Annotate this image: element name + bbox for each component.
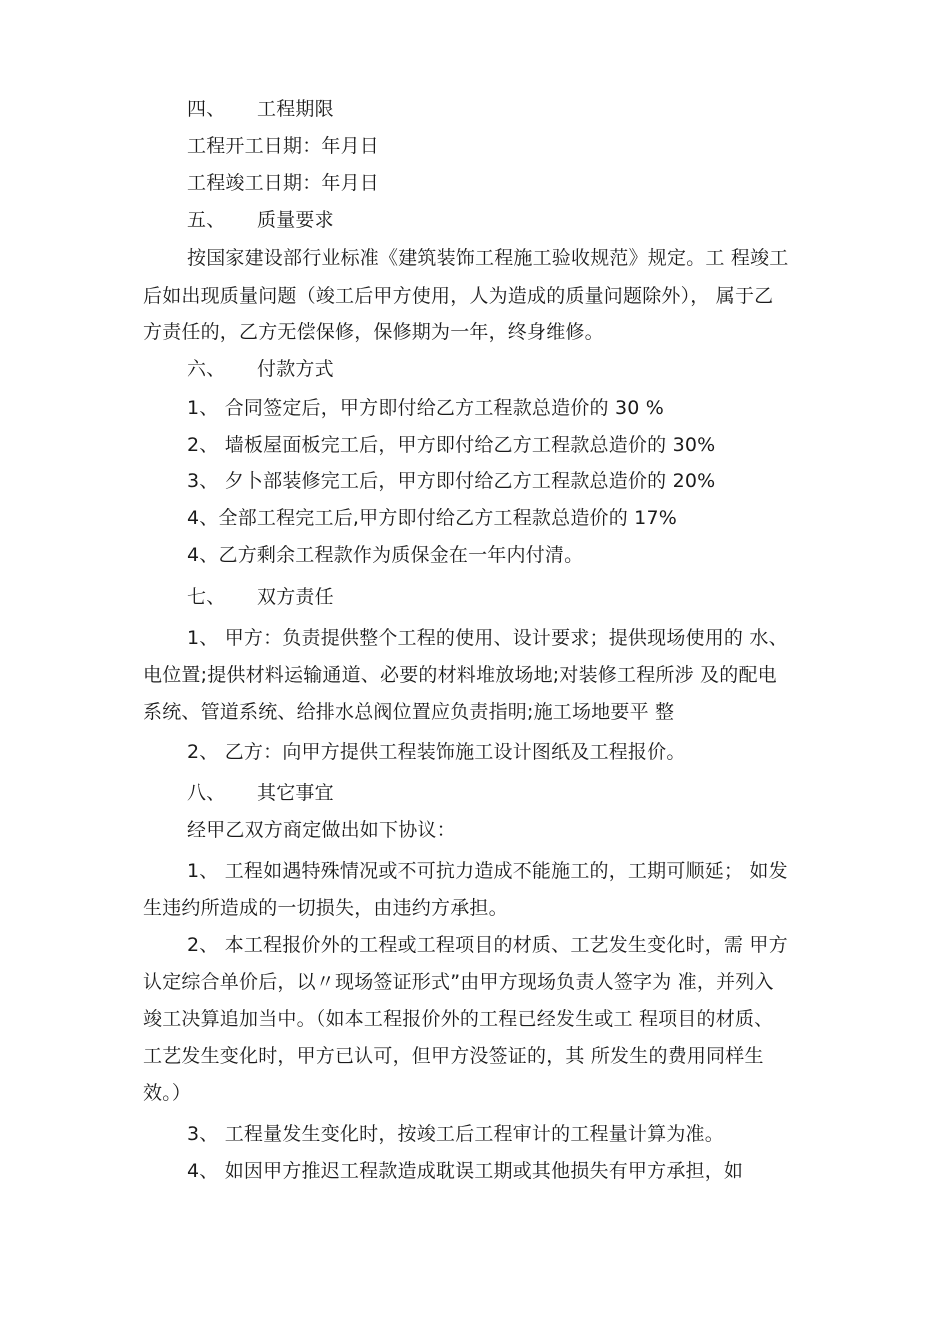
other-matters-line: 4、 如因甲方推迟工程款造成耽误工期或其他损失有甲方承担，如 [187,1160,744,1182]
other-matters-line: 2、 本工程报价外的工程或工程项目的材质、工艺发生变化时，需 甲方 [187,934,788,956]
other-matters-line: 3、 工程量发生变化时，按竣工后工程审计的工程量计算为准。 [187,1123,724,1145]
other-matters-line: 经甲乙双方商定做出如下协议： [187,819,456,841]
other-matters-line: 生违约所造成的一切损失，由违约方承担。 [143,897,508,919]
payment-item: 2、 墙板屋面板完工后，甲方即付给乙方工程款总造价的 30% [187,434,716,456]
section-7-number: 七、 [187,586,226,608]
other-matters-line: 效。） [143,1082,192,1104]
section-4-number: 四、 [187,98,226,120]
section-6-heading [187,357,334,381]
section-4-heading [187,97,334,121]
other-matters-line: 工艺发生变化时，甲方已认可，但甲方没签证的，其 所发生的费用同样生 [143,1045,764,1067]
quality-paragraph-line: 按国家建设部行业标准《建筑装饰工程施工验收规范》规定。工 程竣工 [187,247,789,269]
section-6-number: 六、 [187,358,226,380]
responsibility-paragraph-line: 电位置;提供材料运输通道、必要的材料堆放场地;对装修工程所涉 及的配电 [143,664,777,686]
responsibility-paragraph-line: 1、 甲方：负责提供整个工程的使用、设计要求；提供现场使用的 水、 [187,627,788,649]
quality-paragraph-line: 后如出现质量问题（竣工后甲方使用，人为造成的质量问题除外）， 属于乙 [143,285,774,307]
responsibility-paragraph-line: 系统、管道系统、给排水总阀位置应负责指明;施工场地要平 整 [143,701,675,723]
responsibility-paragraph-line: 2、 乙方：向甲方提供工程装饰施工设计图纸及工程报价。 [187,741,686,763]
section-8-heading [187,781,334,805]
start-date-line: 工程开工日期：年月日 [187,135,380,157]
other-matters-line: 1、 工程如遇特殊情况或不可抗力造成不能施工的，工期可顺延； 如发 [187,860,788,882]
section-6-title: 付款方式 [257,358,334,380]
completion-date-line: 工程竣工日期：年月日 [187,172,380,194]
payment-item: 4、乙方剩余工程款作为质保金在一年内付清。 [187,544,584,566]
payment-item: 3、 夕卜部装修完工后，甲方即付给乙方工程款总造价的 20% [187,470,716,492]
section-5-title: 质量要求 [257,209,334,231]
section-5-heading [187,208,334,232]
quality-paragraph-line: 方责任的，乙方无偿保修，保修期为一年，终身维修。 [143,321,604,343]
section-8-title: 其它事宜 [257,782,334,804]
other-matters-line: 认定综合单价后，以〃现场签证形式”由甲方现场负责人签字为 准，并列入 [143,971,774,993]
section-7-title: 双方责任 [257,586,334,608]
payment-item: 1、 合同签定后，甲方即付给乙方工程款总造价的 30 % [187,397,665,419]
section-7-heading [187,585,334,609]
section-8-number: 八、 [187,782,226,804]
section-5-number: 五、 [187,209,226,231]
section-4-title: 工程期限 [257,98,334,120]
other-matters-line: 竣工决算追加当中。（如本工程报价外的工程已经发生或工 程项目的材质、 [143,1008,774,1030]
payment-item: 4、全部工程完工后,甲方即付给乙方工程款总造价的 17% [187,507,677,529]
